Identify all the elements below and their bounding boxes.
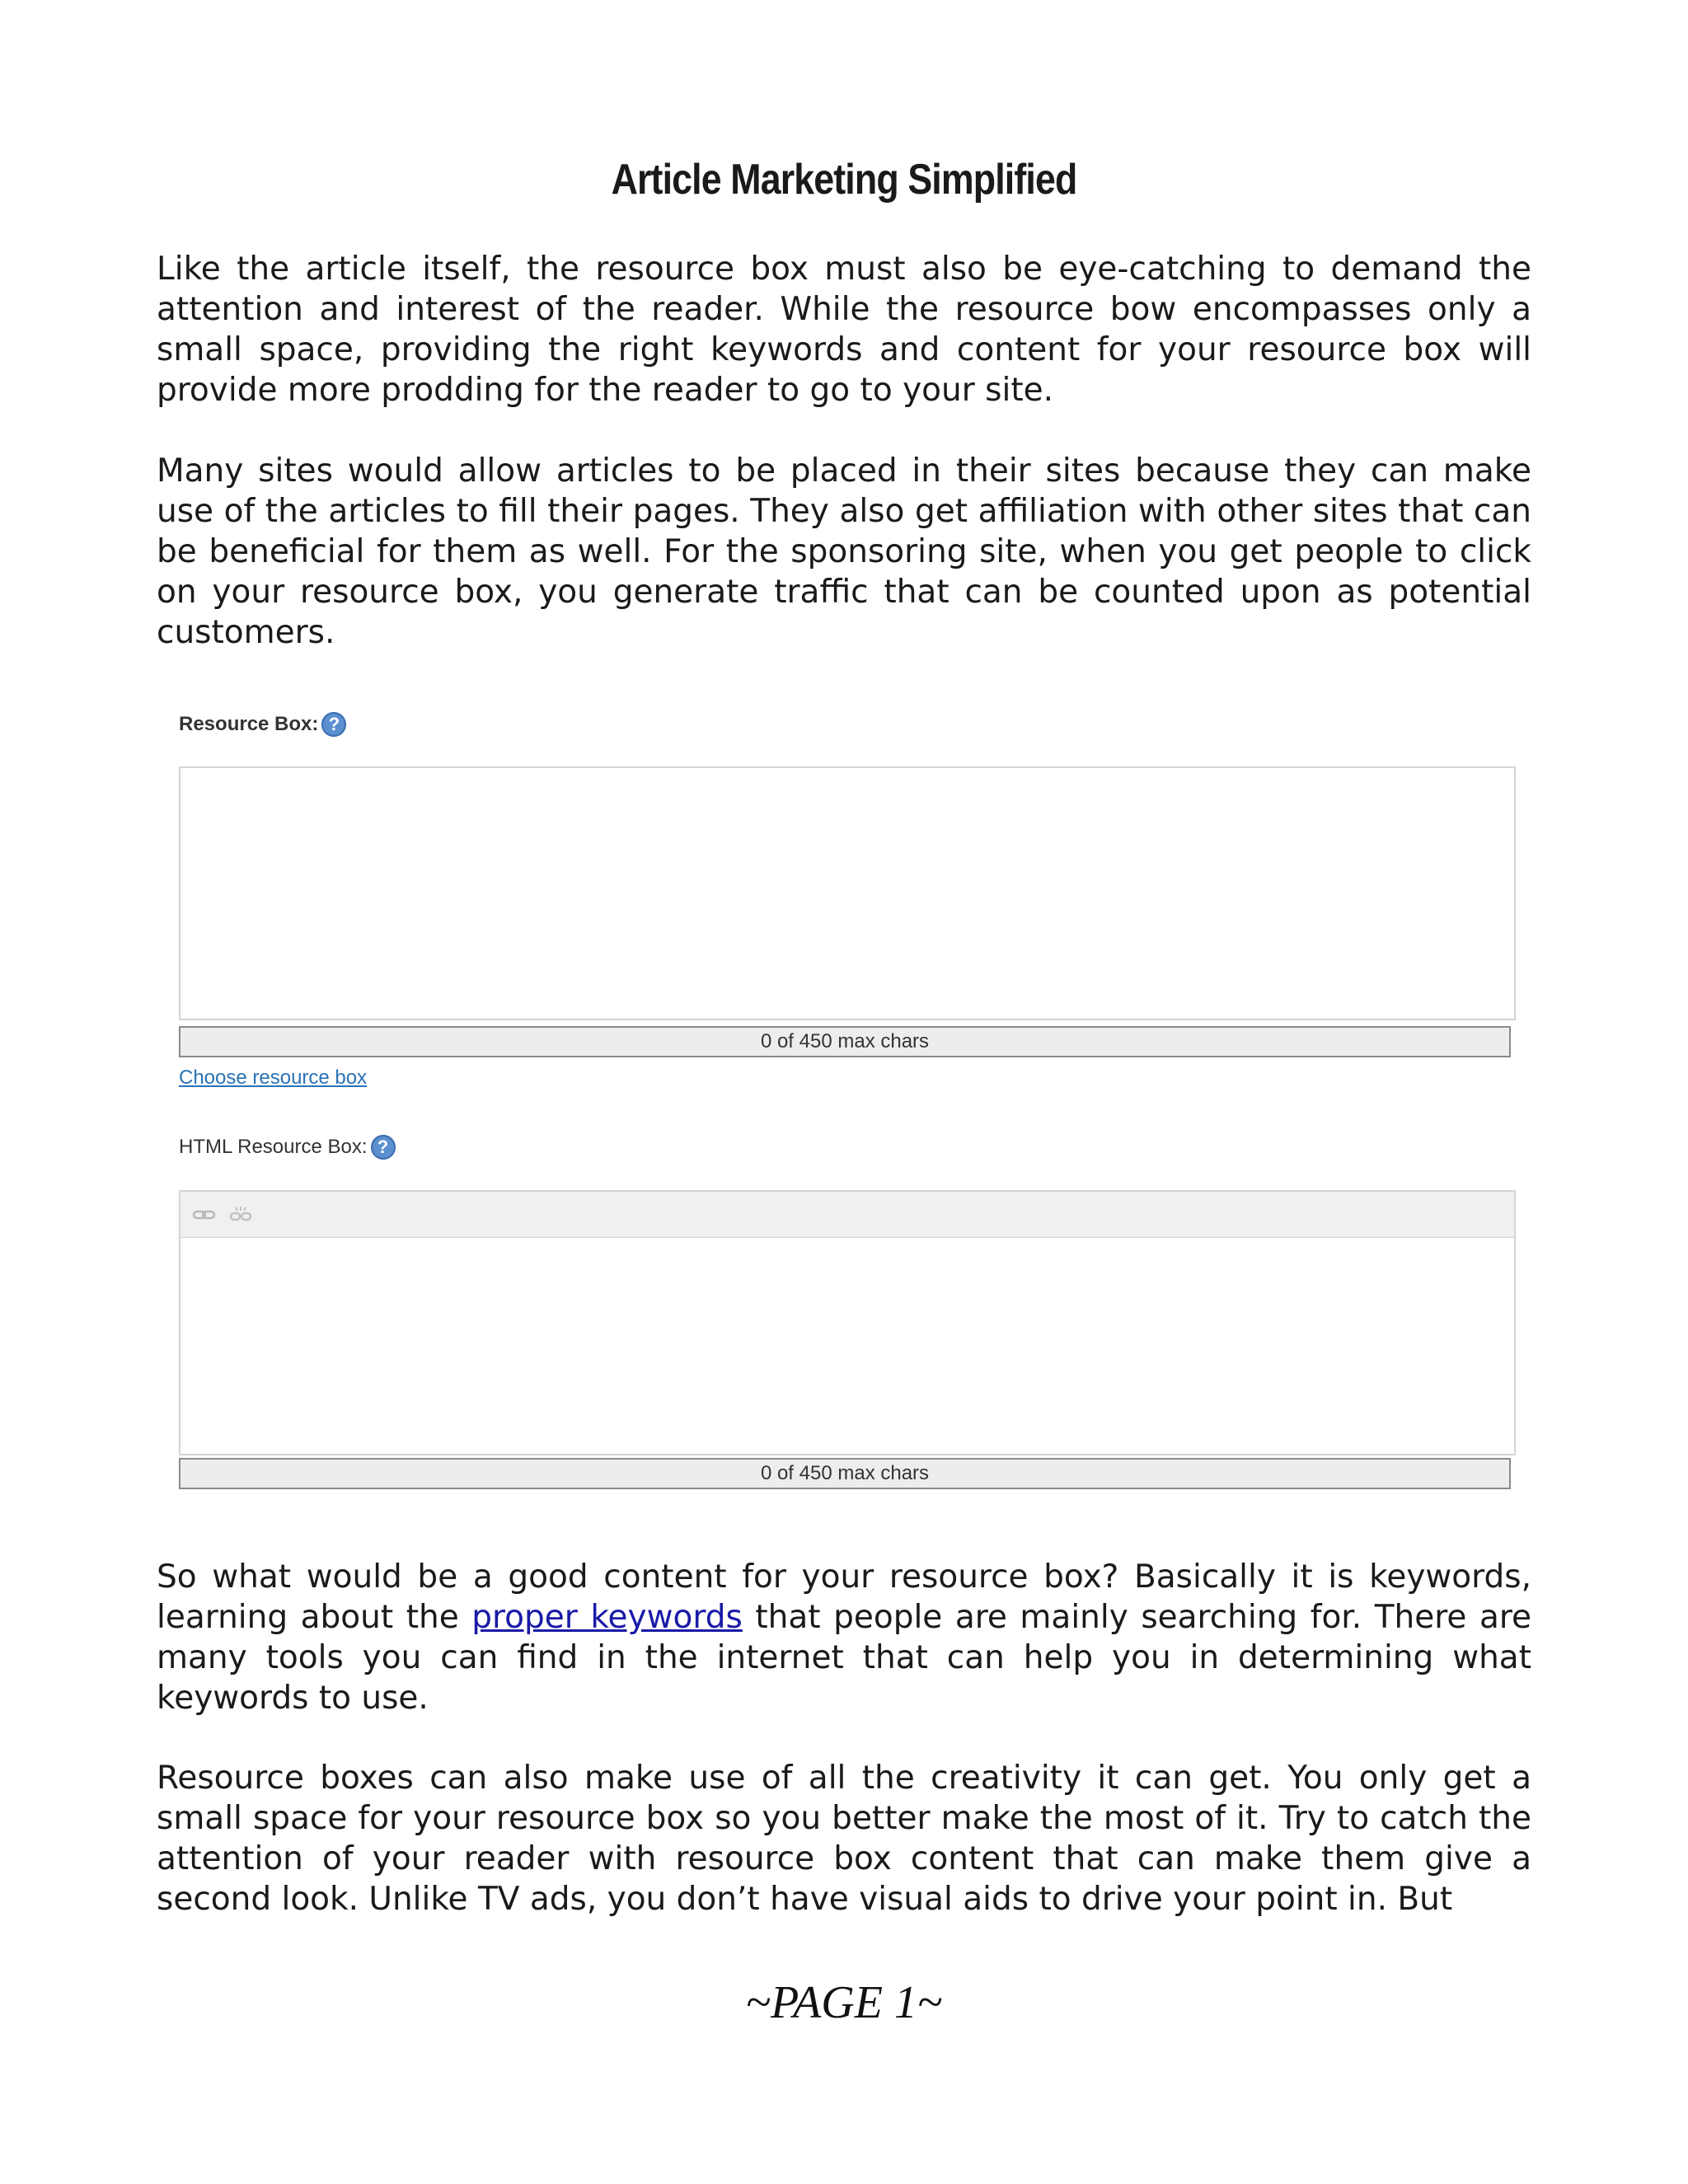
html-resource-box-label-text: HTML Resource Box:	[179, 1136, 368, 1158]
paragraph-1: Like the article itself, the resource box must also be eye-catching to demand the attention and interest of the reader. While the resource bow encompasses only a small space, providing the right keywords and content for your resource box will provide more prodding for the reader to go to your site.	[157, 251, 1531, 409]
paragraph-3	[157, 1557, 1531, 1718]
choose-resource-box-link[interactable]: Choose resource box	[179, 1066, 368, 1089]
proper-keywords-link[interactable]: proper keywords	[471, 1599, 743, 1636]
html-resource-box-textarea[interactable]	[179, 1238, 1516, 1455]
page-title: Article Marketing Simplified	[611, 156, 1077, 204]
unlink-icon[interactable]	[228, 1206, 253, 1224]
resource-box-label	[179, 712, 346, 737]
html-resource-box-label	[179, 1135, 396, 1160]
editor-toolbar	[179, 1190, 1516, 1238]
link-icon[interactable]	[192, 1206, 217, 1224]
char-counter: 0 of 450 max chars	[179, 1026, 1511, 1057]
paragraph-3-text-start: So what would be a good content for your resource box? Basically it is keywords, learning about the	[157, 1558, 1531, 1636]
page-footer: ~PAGE 1~	[745, 1977, 943, 2028]
help-icon[interactable]: ?	[321, 712, 346, 737]
paragraph-4: Resource boxes can also make use of all the creativity it can get. You only get a small space for your resource box so you better make the most of it. Try to catch the attention of your reader with resource box content that can make them give a second look. Unlike TV ads, you don’t have visual aids to drive your point in. But	[157, 1760, 1531, 1918]
paragraph-2: Many sites would allow articles to be placed in their sites because they can make use of the articles to fill their pages. They also get affiliation with other sites that can be beneficial for them as well. For the sponsoring site, when you get people to click on your resource box, you generate traffic that can be counted upon as potential customers.	[157, 452, 1531, 651]
resource-box-label-text: Resource Box:	[179, 713, 319, 735]
resource-box-textarea[interactable]	[179, 766, 1516, 1020]
paragraph-3-text-end: that people are mainly searching for. There are many tools you can find in the internet that can help you in determining what keywords to use.	[157, 1599, 1532, 1717]
help-icon[interactable]: ?	[371, 1135, 396, 1160]
char-counter: 0 of 450 max chars	[179, 1458, 1511, 1489]
